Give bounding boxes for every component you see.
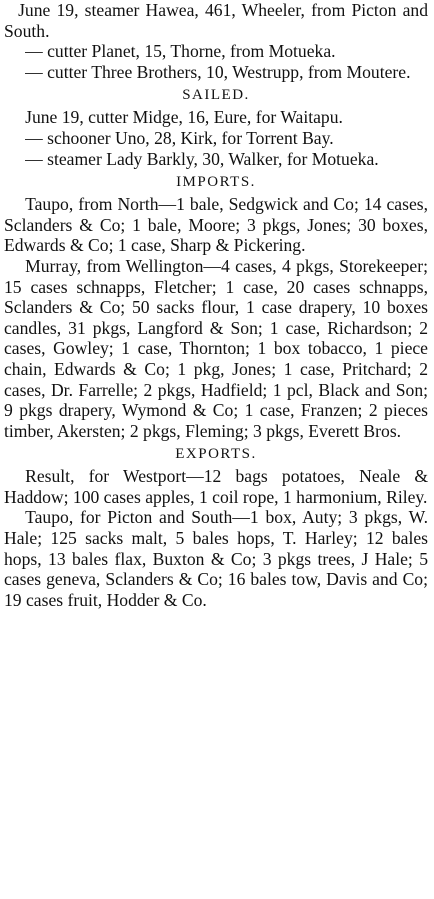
- arrival-entry-hawea: June 19, steamer Hawea, 461, Wheeler, from Picton and South.: [4, 0, 428, 41]
- exports-entry-taupo: Taupo, for Picton and South—1 box, Auty; 3 pkgs, W. Hale; 125 sacks malt, 5 bales hops, T. Harley; 12 bales hops, 13 bales flax, Buxton & Co; 3 pkgs trees, J Hale; 5 cases geneva, Sclanders & Co; 16 bales tow, Davis and Co; 19 cases fruit, Hodder & Co.: [4, 507, 428, 610]
- exports-heading: EXPORTS.: [175, 446, 257, 463]
- imports-heading: IMPORTS.: [176, 174, 256, 191]
- exports-entry-result: Result, for Westport—12 bags potatoes, Neale & Haddow; 100 cases apples, 1 coil rope, 1 harmonium, Riley.: [4, 466, 428, 507]
- imports-entry-murray: Murray, from Wellington—4 cases, 4 pkgs, Storekeeper; 15 cases schnapps, Fletcher; 1 case, 20 cases schnapps, Sclanders & Co; 50 sacks flour, 1 case drapery, 10 boxes candles, 31 pkgs, Langford & Son; 1 case, Richardson; 2 cases, Gowley; 1 case, Thornton; 1 box tobacco, 1 piece chain, Edwards & Co; 1 pkg, Jones; 1 case, Pritchard; 2 cases, Dr. Farrelle; 2 pkgs, Hadfield; 1 pcl, Black and Son; 9 pkgs drapery, Wymond & Co; 1 case, Franzen; 2 pieces timber, Akersten; 2 pkgs, Fleming; 3 pkgs, Everett Bros.: [4, 255, 428, 441]
- arrival-entry-three-brothers: — cutter Three Brothers, 10, Westrupp, from Moutere.: [25, 61, 411, 82]
- sailed-entry-lady-barkly: — steamer Lady Barkly, 30, Walker, for Motueka.: [25, 148, 379, 169]
- sailed-heading: SAILED.: [182, 87, 250, 104]
- imports-entry-taupo: Taupo, from North—1 bale, Sedgwick and Co; 14 cases, Sclanders & Co; 1 bale, Moore; 3 pkgs, Jones; 30 boxes, Edwards & Co; 1 case, Sharp & Pickering.: [4, 194, 428, 256]
- sailed-entry-uno: — schooner Uno, 28, Kirk, for Torrent Bay.: [25, 127, 334, 148]
- arrival-entry-planet: — cutter Planet, 15, Thorne, from Motueka.: [25, 41, 336, 62]
- sailed-entry-midge: June 19, cutter Midge, 16, Eure, for Waitapu.: [25, 107, 343, 128]
